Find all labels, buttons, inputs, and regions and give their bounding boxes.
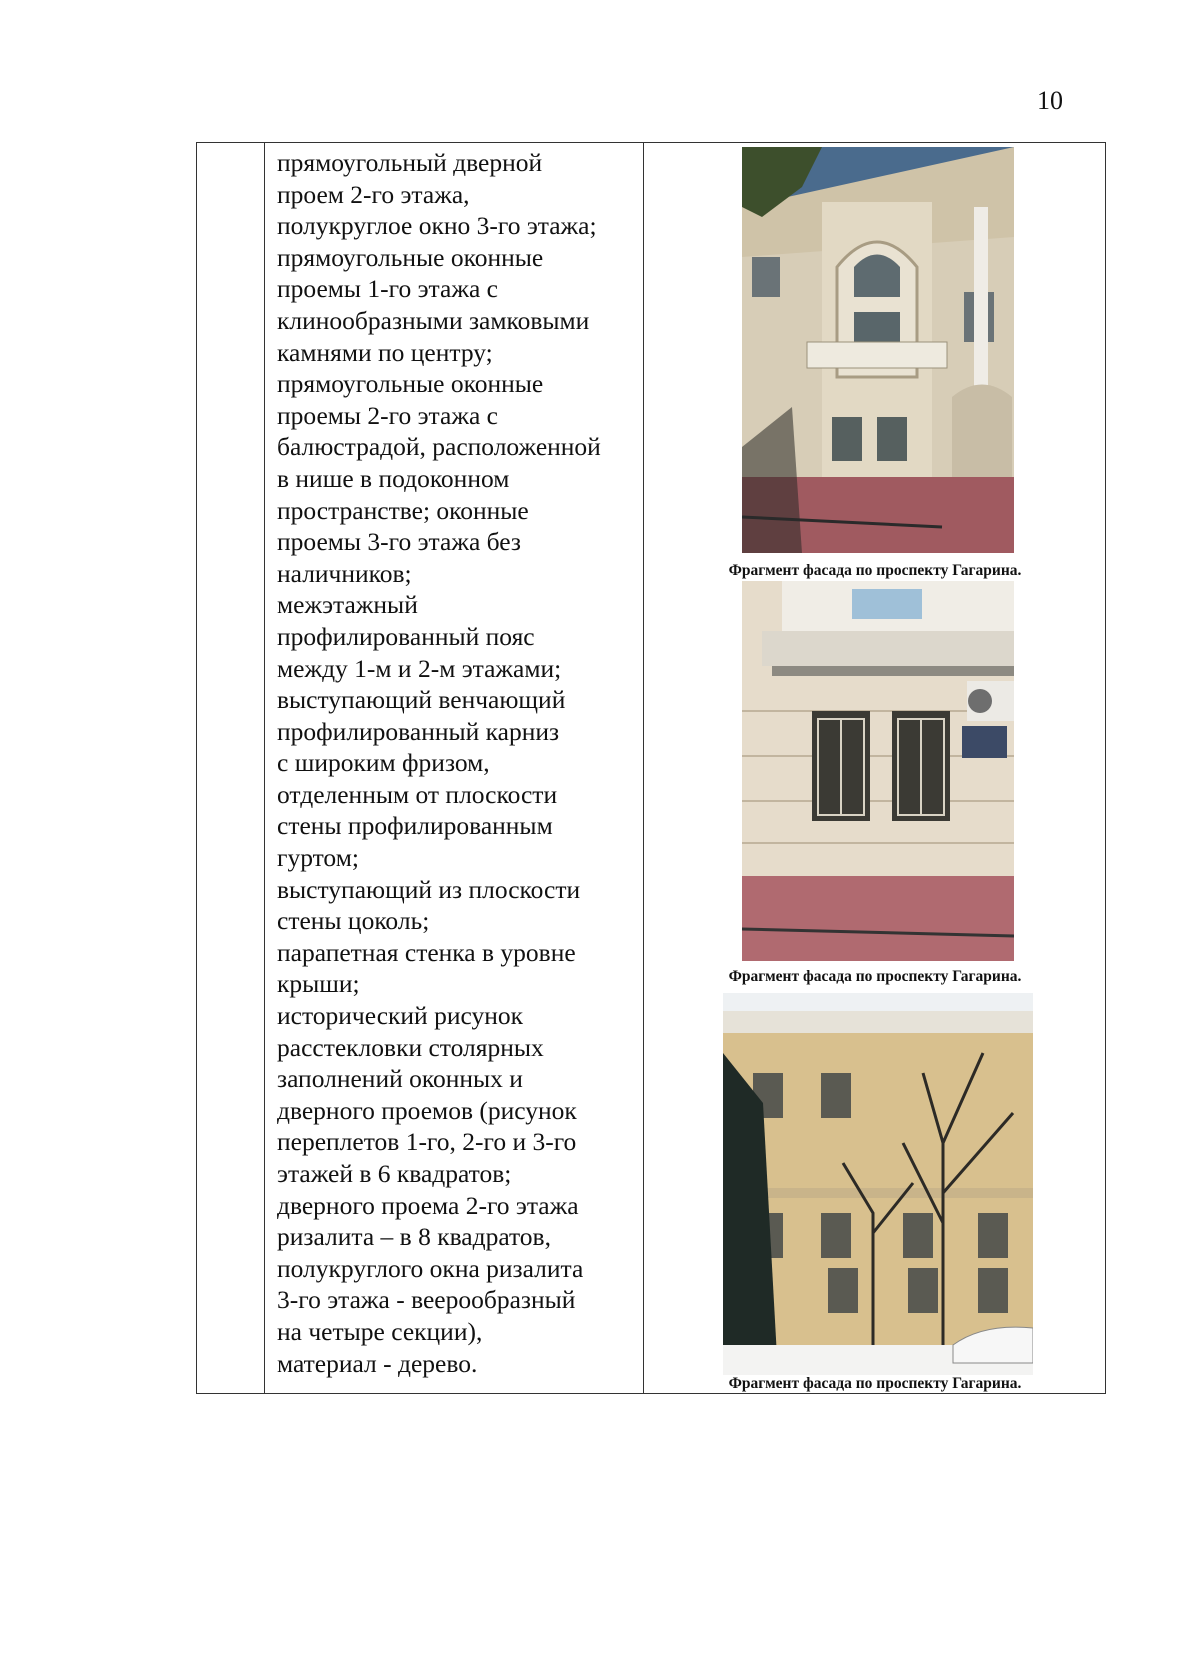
- page-number: 10: [1037, 86, 1063, 115]
- description-line: полукруглое окно 3-го этажа;: [277, 211, 597, 241]
- description-line: дверного проема 2-го этажа: [277, 1190, 579, 1220]
- description-line: в нише в подоконном: [277, 463, 510, 493]
- description-line: наличников;: [277, 558, 412, 588]
- description-line: стены профилированным: [277, 811, 553, 841]
- description-line: проемы 3-го этажа без: [277, 527, 521, 557]
- description-line: с широким фризом,: [277, 748, 490, 778]
- description-line: ризалита – в 8 квадратов,: [277, 1222, 551, 1252]
- description-line: прямоугольный дверной: [277, 148, 543, 177]
- description-line: этажей в 6 квадратов;: [277, 1159, 512, 1188]
- description-line: выступающий из плоскости: [277, 874, 581, 904]
- description-line: гуртом;: [277, 843, 359, 873]
- column-divider: [264, 143, 265, 1393]
- description-line: парапетная стенка в уровне: [277, 937, 576, 967]
- description-line: переплетов 1-го, 2-го и 3-го: [277, 1127, 577, 1157]
- description-line: балюстрадой, расположенной: [277, 432, 601, 462]
- facade-photo-3: [723, 993, 1033, 1375]
- description-line: расстекловки столярных: [277, 1032, 544, 1062]
- description-line: профилированный карниз: [277, 716, 560, 746]
- description-line: прямоугольные оконные: [277, 242, 544, 272]
- description-line: крыши;: [277, 969, 360, 999]
- facade-photo-1: [742, 147, 1014, 553]
- description-line: проемы 1-го этажа с: [277, 274, 498, 304]
- description-line: пространстве; оконные: [277, 495, 529, 525]
- description-line: полукруглого окна ризалита: [277, 1253, 584, 1283]
- description-line: выступающий венчающий: [277, 685, 566, 715]
- description-line: отделенным от плоскости: [277, 779, 558, 809]
- description-line: профилированный пояс: [277, 621, 535, 651]
- description-line: стены цоколь;: [277, 906, 430, 936]
- photo-caption-2: Фрагмент фасада по проспекту Гагарина.: [728, 968, 1022, 985]
- description-line: 3-го этажа - веерообразный: [277, 1285, 576, 1315]
- description-line: межэтажный: [277, 590, 418, 620]
- description-line: прямоугольные оконные: [277, 369, 544, 399]
- description-line: проем 2-го этажа,: [277, 179, 470, 209]
- photo-caption-1: Фрагмент фасада по проспекту Гагарина.: [728, 562, 1022, 579]
- description-cell: [277, 147, 643, 1379]
- description-line: заполнений оконных и: [277, 1064, 523, 1094]
- description-line: материал - дерево.: [277, 1348, 478, 1378]
- description-line: клинообразными замковыми: [277, 305, 590, 335]
- description-line: исторический рисунок: [277, 1001, 523, 1031]
- column-divider: [643, 143, 644, 1393]
- facade-table: [196, 142, 1106, 1394]
- description-line: на четыре секции),: [277, 1316, 483, 1346]
- photo-caption-3: Фрагмент фасада по проспекту Гагарина.: [728, 1375, 1022, 1392]
- description-line: камнями по центру;: [277, 337, 493, 367]
- description-line: проемы 2-го этажа с: [277, 400, 498, 430]
- facade-photo-2: [742, 581, 1014, 961]
- description-line: дверного проемов (рисунок: [277, 1095, 577, 1125]
- description-line: между 1-м и 2-м этажами;: [277, 653, 562, 683]
